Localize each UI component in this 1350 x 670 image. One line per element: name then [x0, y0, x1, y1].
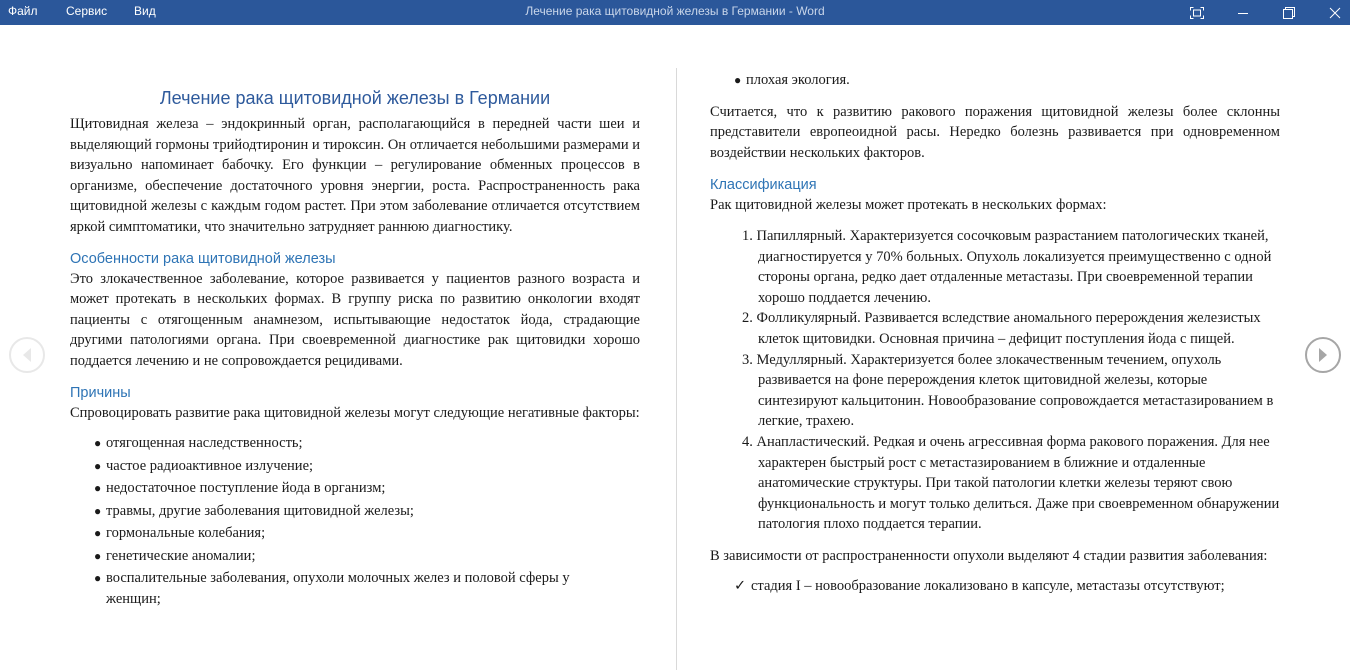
- bullet-icon: ●: [94, 571, 102, 586]
- stages-list: [710, 576, 1280, 597]
- list-item: 2. Фолликулярный. Развивается вследствие аномального перерождения железистых клеток щитовидки. Основная причина – дефицит поступления йода с пищей.: [742, 310, 1261, 347]
- list-item: ● воспалительные заболевания, опухоли молочных желез и половой сферы у женщин;: [94, 570, 570, 607]
- causes-paragraph: Спровоцировать развитие рака щитовидной железы могут следующие негативные факторы:: [70, 404, 640, 421]
- section-heading-causes: Причины: [70, 384, 131, 401]
- menu-service[interactable]: Сервис: [66, 4, 108, 18]
- stages-intro: В зависимости от распространенности опухоли выделяют 4 стадии развития заболевания:: [710, 547, 1268, 564]
- causes-list-continued: [710, 70, 1280, 91]
- race-paragraph: Считается, что к развитию ракового поражения щитовидной железы более склонны представители европеоидной расы. Нередко болезнь развивается при одновременном воздействии нескольких факторов.: [710, 103, 1280, 161]
- bullet-icon: ●: [94, 436, 102, 451]
- menu-view[interactable]: Вид: [134, 4, 156, 18]
- section-heading-classification: Классификация: [710, 177, 817, 194]
- classification-intro: Рак щитовидной железы может протекать в нескольких формах:: [710, 197, 1107, 214]
- checkmark-icon: ✓: [734, 578, 747, 595]
- list-item: ● генетические аномалии;: [94, 546, 640, 567]
- list-item: ● плохая экология.: [734, 70, 1280, 91]
- minimize-icon[interactable]: [1223, 0, 1263, 25]
- document-title: Лечение рака щитовидной железы в Германии: [159, 88, 551, 108]
- menu-file[interactable]: Файл: [8, 4, 38, 18]
- list-item: 4. Анапластический. Редкая и очень агрессивная форма ракового поражения. Для нее характерен быстрый рост с метастазированием в ближние и отдаленные анатомические структуры. При такой патологии клетки железы теряют свою функциональность и могут только делиться. Даже при своевременном обнаружении патология плохо поддается терапии.: [742, 433, 1280, 533]
- list-item: ● отягощенная наследственность;: [94, 433, 640, 454]
- left-page: [70, 86, 640, 611]
- bullet-icon: ●: [94, 503, 102, 518]
- causes-list: [70, 433, 640, 609]
- window-title: Лечение рака щитовидной железы в Германии - Word: [525, 4, 825, 18]
- chevron-left-circle-icon[interactable]: [9, 337, 45, 373]
- bullet-icon: ●: [94, 481, 102, 496]
- intro-paragraph: Щитовидная железа – эндокринный орган, располагающийся в передней части шеи и выделяющий гормоны трийодтиронин и тироксин. Он отличается небольшими размерами и визуально напоминает бабочку. Его функции – регулирование обменных процессов в организме, обеспечение достаточного уровня энергии, роста. Распространенность рака щитовидной железы с каждым годом растет. При этом заболевание отличается отсутствием яркой симптоматики, что значительно затрудняет раннюю диагностику.: [70, 116, 640, 235]
- list-item: 3. Медуллярный. Характеризуется более злокачественным течением, опухоль развивается на фоне перерождения клеток щитовидной железы, которые синтезируют кальцитонин. Новообразование сопровождается метастазированием в легкие, трахею.: [742, 351, 1274, 430]
- right-page: [710, 70, 1280, 597]
- list-item: ● гормональные колебания;: [94, 523, 640, 544]
- list-item: ✓ стадия I – новообразование локализовано в капсуле, метастазы отсутствуют;: [734, 576, 1280, 597]
- list-item: ● недостаточное поступление йода в организм;: [94, 478, 640, 499]
- title-bar: [0, 0, 1350, 25]
- list-item: ● частое радиоактивное излучение;: [94, 456, 640, 477]
- list-item: 1. Папиллярный. Характеризуется сосочковым разрастанием патологических тканей, диагностируется у 70% больных. Опухоль локализуется преимущественно с одной стороны органа, редко дает отдаленные метастазы. При своевременной терапии хорошо поддается лечению.: [742, 227, 1272, 306]
- chevron-right-circle-icon[interactable]: [1305, 337, 1341, 373]
- forms-list: [710, 226, 1280, 535]
- bullet-icon: ●: [94, 458, 102, 473]
- features-paragraph: Это злокачественное заболевание, которое развивается у пациентов разного возраста и может протекать в нескольких формах. В группу риска по развитию онкологии входят пациенты с отягощенным анамнезом, испытывающие недостаток йода, страдающие другими патологиями органа. При своевременной диагностике рак щитовидки хорошо поддается лечению и не сопровождается рецидивами.: [70, 270, 640, 369]
- bullet-icon: ●: [94, 548, 102, 563]
- page-divider: [676, 68, 677, 670]
- bullet-icon: ●: [94, 526, 102, 541]
- close-icon[interactable]: [1315, 0, 1350, 25]
- focus-mode-icon[interactable]: [1177, 0, 1217, 25]
- bullet-icon: ●: [734, 73, 742, 87]
- restore-icon[interactable]: [1269, 0, 1309, 25]
- section-heading-features: Особенности рака щитовидной железы: [70, 250, 336, 267]
- list-item: ● травмы, другие заболевания щитовидной железы;: [94, 501, 640, 522]
